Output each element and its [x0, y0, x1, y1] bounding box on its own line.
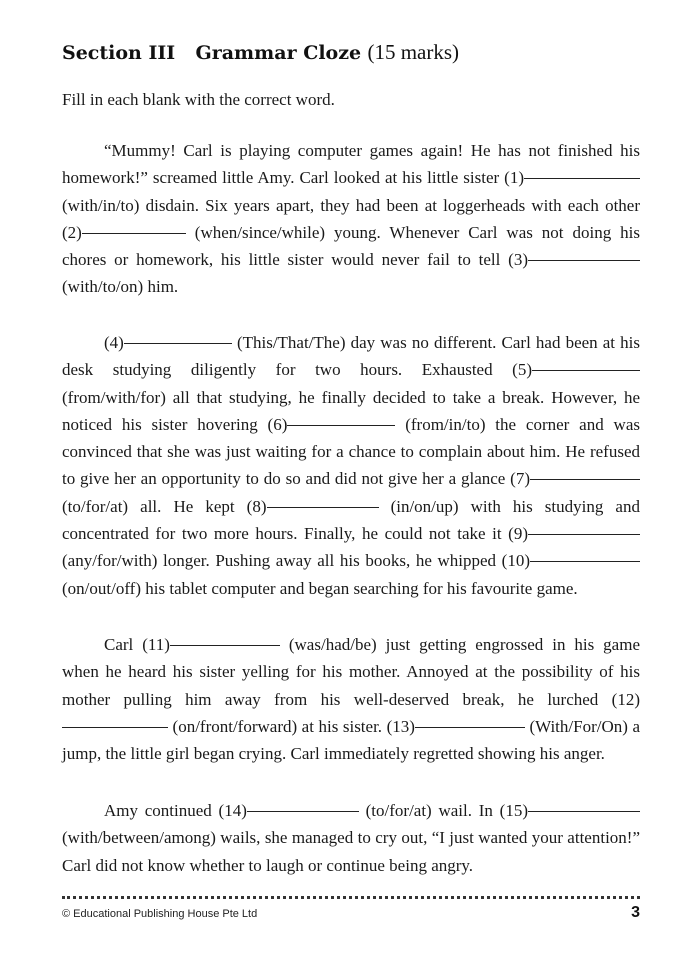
- paragraph-text: “Mummy! Carl is playing computer games again! He has not finished his homework!” screamed little Amy. Carl looked at his little sister (1): [62, 141, 640, 188]
- paragraph-text: (to/for/at) all. He kept (8): [62, 496, 267, 516]
- answer-blank-13[interactable]: [415, 726, 525, 728]
- paragraph-text: (with/to/on) him.: [62, 277, 179, 297]
- paragraph-text: (any/for/with) longer. Pushing away all his books, he whipped (10): [62, 551, 530, 571]
- paragraph-text: (was/had/be) just getting engrossed in his game when he heard his sister yelling for his mother. Annoyed at the possibility of his mother pulling him away from his well-deserved break, he lurched (12): [62, 635, 640, 709]
- paragraph-text: (from/in/to) the corner and was convinced that she was just waiting for a chance to complain about him. He refused to give her an opportunity to do so and did not give her a glance (7): [62, 414, 640, 489]
- answer-blank-14[interactable]: [247, 810, 359, 812]
- page-number: 3: [631, 904, 640, 921]
- paragraph-text: (4): [104, 333, 124, 352]
- answer-blank-8[interactable]: [267, 506, 379, 508]
- section-heading: [62, 40, 459, 65]
- answer-blank-6[interactable]: [287, 424, 395, 426]
- section-title: Grammar Cloze: [195, 42, 362, 64]
- answer-blank-7[interactable]: [530, 478, 640, 480]
- paragraph-text: (With/For/On) a jump, the little girl began crying. Carl immediately regretted showing his anger.: [62, 716, 640, 764]
- answer-blank-11[interactable]: [170, 644, 280, 646]
- passage-paragraph-2: [62, 329, 640, 602]
- instruction-text: Fill in each blank with the correct word.: [62, 90, 335, 109]
- copyright-text: © Educational Publishing House Pte Ltd: [62, 908, 258, 920]
- paragraph-text: (when/since/while) young. Whenever Carl was not doing his chores or homework, his little sister would never fail to tell (3): [62, 222, 640, 270]
- paragraph-text: Carl (11): [104, 635, 170, 654]
- answer-blank-2[interactable]: [82, 232, 186, 234]
- answer-blank-15[interactable]: [528, 810, 640, 812]
- answer-blank-1[interactable]: [524, 177, 640, 179]
- answer-blank-9[interactable]: [528, 533, 640, 535]
- paragraph-text: (on/front/forward) at his sister. (13): [168, 716, 415, 736]
- paragraph-text: Amy continued (14): [104, 801, 247, 820]
- answer-blank-10[interactable]: [530, 560, 640, 562]
- section-marks: (15 marks): [367, 40, 460, 64]
- paragraph-text: (in/on/up) with his studying and concentrated for two more hours. Finally, he could not take it (9): [62, 496, 640, 544]
- paragraph-text: (with/in/to) disdain. Six years apart, they had been at loggerheads with each other (2): [62, 195, 640, 242]
- answer-blank-4[interactable]: [124, 342, 232, 344]
- section-label: Section III: [62, 42, 176, 64]
- passage-paragraph-4: [62, 797, 640, 879]
- paragraph-text: (with/between/among) wails, she managed to cry out, “I just wanted your attention!” Carl did not know whether to laugh or continue being angry.: [62, 828, 640, 875]
- paragraph-text: (to/for/at) wail. In (15): [358, 801, 528, 820]
- paragraph-text: (from/with/for) all that studying, he finally decided to take a break. However, he noticed his sister hovering (6): [62, 387, 640, 434]
- paragraph-text: (This/That/The) day was no different. Carl had been at his desk studying diligently for two hours. Exhausted (5): [62, 333, 640, 380]
- passage-paragraph-3: [62, 631, 640, 767]
- footer-divider: [62, 896, 640, 899]
- passage-paragraph-1: [62, 137, 640, 301]
- answer-blank-12[interactable]: [62, 726, 168, 728]
- answer-blank-3[interactable]: [528, 259, 640, 261]
- paragraph-text: (on/out/off) his tablet computer and began searching for his favourite game.: [62, 578, 578, 598]
- answer-blank-5[interactable]: [532, 369, 640, 371]
